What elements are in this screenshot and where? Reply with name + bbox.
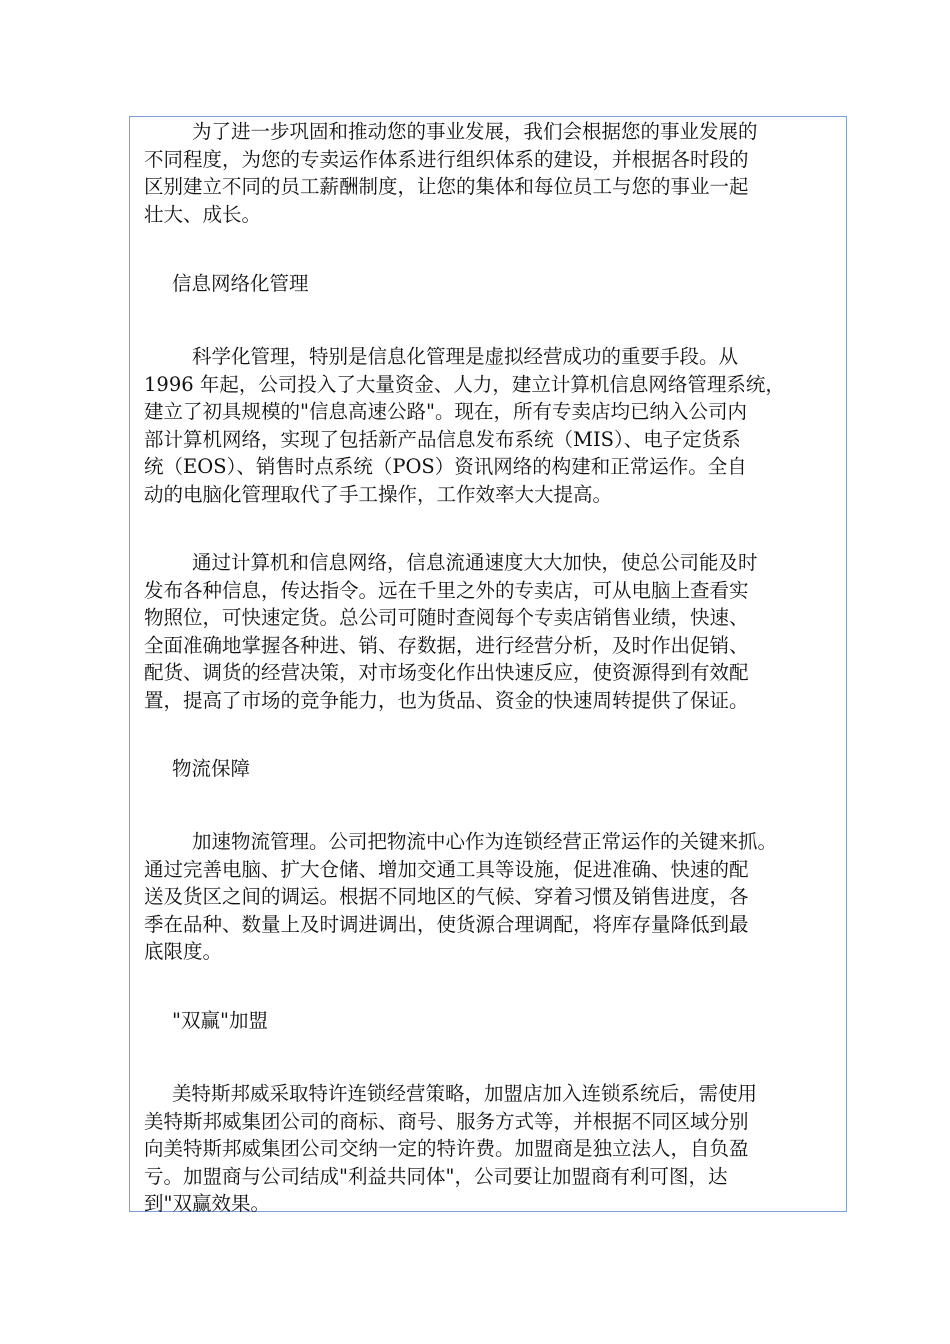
text-line: 配货、调货的经营决策，对市场变化作出快速反应，使资源得到有效配 — [144, 661, 749, 684]
text-line: 向美特斯邦威集团公司交纳一定的特许费。加盟商是独立法人，自负盈 — [144, 1137, 749, 1160]
paragraph-3 — [144, 549, 844, 714]
text-line: 科学化管理，特别是信息化管理是虚拟经营成功的重要手段。从 — [192, 345, 739, 368]
text-line: 季在品种、数量上及时调进调出，使货源合理调配，将库存量降低到最 — [144, 912, 749, 936]
text-line: 置，提高了市场的竞争能力，也为货品、资金的快速周转提供了保证。 — [144, 688, 749, 712]
text-line: 美特斯邦威集团公司的商标、商号、服务方式等，并根据不同区域分别 — [144, 1109, 749, 1133]
text-line: 壮大、成长。 — [144, 202, 262, 226]
paragraph-5 — [144, 1080, 844, 1218]
paragraph-4 — [144, 828, 844, 966]
text-line: 部计算机网络，实现了包括新产品信息发布系统（MIS）、电子定货系 — [144, 427, 741, 451]
paragraph-2 — [144, 343, 844, 508]
text-line: 1996 年起，公司投入了大量资金、人力，建立计算机信息网络管理系统， — [144, 372, 785, 396]
paragraph-1 — [144, 118, 844, 228]
text-line: 发布各种信息，传达指令。远在千里之外的专卖店，可从电脑上查看实 — [144, 578, 749, 602]
section-heading-win-win: "双赢"加盟 — [172, 1009, 268, 1032]
text-line: 全面准确地掌握各种进、销、存数据，进行经营分析，及时作出促销、 — [144, 633, 749, 657]
text-line: 物照位，可快速定货。总公司可随时查阅每个专卖店销售业绩，快速、 — [144, 606, 749, 629]
text-line: 区别建立不同的员工薪酬制度，让您的集体和每位员工与您的事业一起 — [144, 175, 749, 198]
text-line: 美特斯邦威采取特许连锁经营策略，加盟店加入连锁系统后，需使用 — [172, 1082, 758, 1105]
text-line: 送及货区之间的调运。根据不同地区的气候、穿着习惯及销售进度，各 — [144, 885, 749, 908]
text-line: 动的电脑化管理取代了手工操作，工作效率大大提高。 — [144, 482, 613, 506]
text-line: 建立了初具规模的"信息高速公路"。现在，所有专卖店均已纳入公司内 — [144, 400, 747, 423]
text-line: 通过计算机和信息网络，信息流通速度大大加快，使总公司能及时 — [192, 551, 758, 574]
section-heading-info-network: 信息网络化管理 — [172, 272, 309, 295]
text-line: 亏。加盟商与公司结成"利益共同体"，公司要让加盟商有利可图，达 — [144, 1164, 728, 1188]
text-line: 到"双赢效果。 — [144, 1192, 270, 1215]
section-heading-logistics: 物流保障 — [172, 757, 251, 780]
text-line: 统（EOS）、销售时点系统（POS）资讯网络的构建和正常运作。全自 — [144, 455, 747, 478]
text-line: 底限度。 — [144, 940, 223, 963]
text-line: 加速物流管理。公司把物流中心作为连锁经营正常运作的关键来抓。 — [192, 830, 778, 853]
text-line: 不同程度，为您的专卖运作体系进行组织体系的建设，并根据各时段的 — [144, 147, 749, 171]
text-line: 通过完善电脑、扩大仓储、增加交通工具等设施，促进准确、快速的配 — [144, 857, 749, 881]
text-line: 为了进一步巩固和推动您的事业发展，我们会根据您的事业发展的 — [192, 120, 758, 143]
